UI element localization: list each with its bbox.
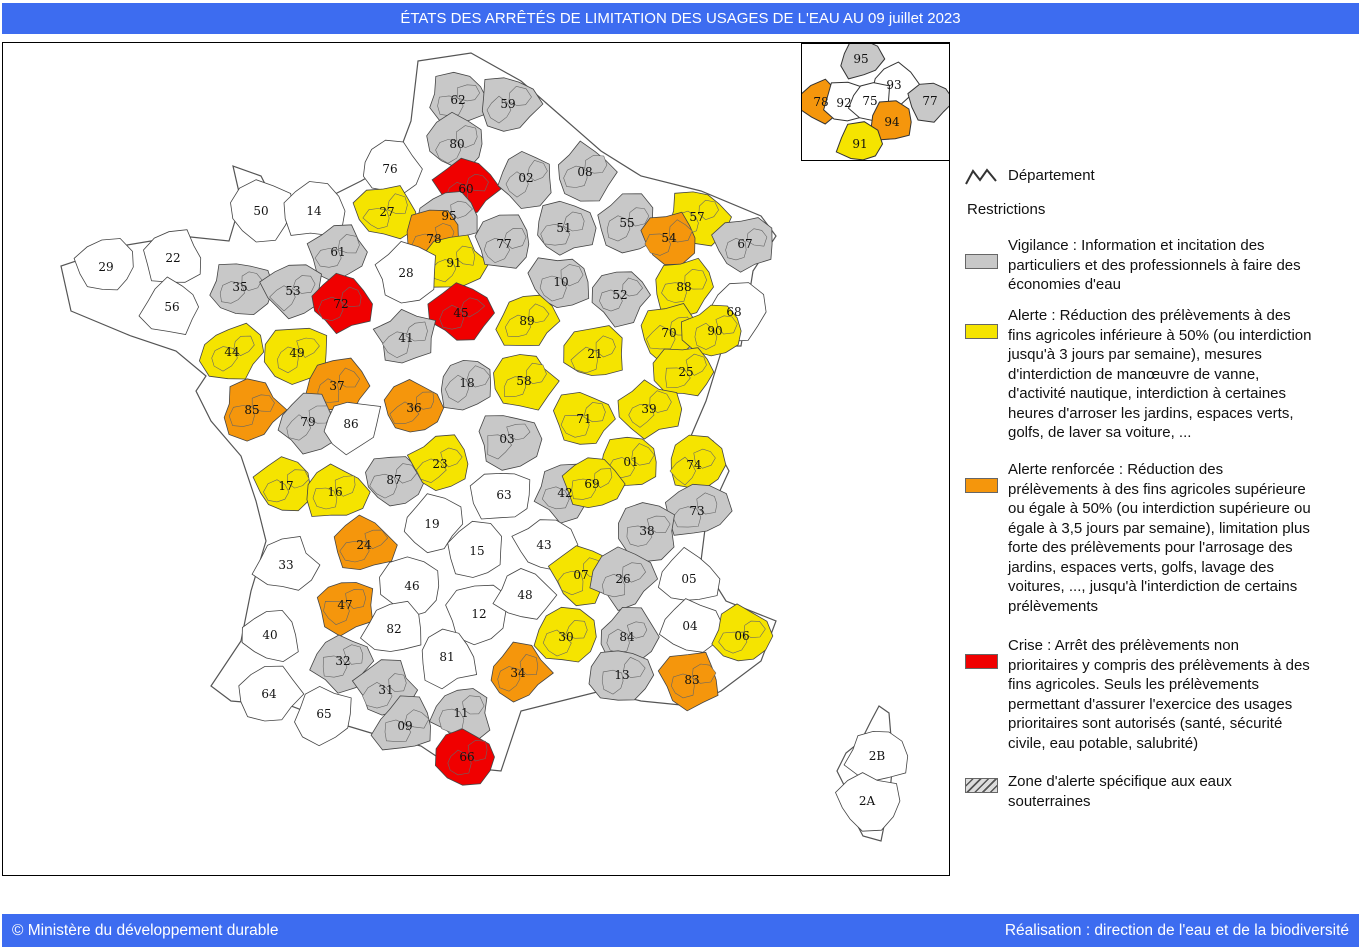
legend-line: civile, eau potable, salubrité) bbox=[1008, 734, 1199, 752]
map-title: ÉTATS DES ARRÊTÉS DE LIMITATION DES USAGES DE L'EAU AU 09 juillet 2023 bbox=[400, 10, 961, 27]
legend-line: golfs, de laver sa voiture, ... bbox=[1008, 424, 1192, 441]
department-label-76: 76 bbox=[382, 162, 398, 176]
legend-line: Zone d'alerte spécifique aux eaux bbox=[1008, 773, 1232, 790]
legend-line: particuliers et des professionnels à faire des bbox=[1008, 256, 1301, 274]
department-label-12: 12 bbox=[471, 607, 487, 621]
department-label-24: 24 bbox=[356, 538, 372, 552]
department-label-84: 84 bbox=[619, 630, 635, 644]
legend-line: ou égale à 50% (ou interdiction supérieure ou bbox=[1008, 500, 1311, 517]
department-label-52: 52 bbox=[612, 288, 628, 302]
department-label-08: 08 bbox=[577, 165, 593, 179]
department-label-72: 72 bbox=[333, 297, 349, 311]
department-label-17: 17 bbox=[278, 479, 294, 493]
department-label-13: 13 bbox=[614, 668, 630, 682]
department-label-49: 49 bbox=[289, 346, 305, 360]
department-label-2B: 2B bbox=[868, 749, 886, 763]
legend-line: Alerte : Réduction des prélèvements à des bbox=[1008, 307, 1291, 324]
department-label-50: 50 bbox=[253, 204, 269, 218]
inset-label-77: 77 bbox=[922, 94, 938, 108]
legend-line: jusqu'à 3 jours par semaine), mesures bbox=[1008, 346, 1262, 363]
department-label-83: 83 bbox=[684, 673, 700, 687]
department-label-54: 54 bbox=[661, 231, 677, 245]
legend-line: prioritaires sont autorisés (santé, sécurité bbox=[1008, 715, 1283, 732]
department-label-47: 47 bbox=[337, 598, 353, 612]
department-label-53: 53 bbox=[285, 284, 301, 298]
department-label-79: 79 bbox=[300, 415, 316, 429]
legend-line: d'interdiction de manœuvre de vanne, bbox=[1008, 365, 1260, 383]
department-label-71: 71 bbox=[576, 412, 592, 426]
department-label-43: 43 bbox=[536, 538, 552, 552]
legend-line: forte des prélèvements pour l'arrosage des bbox=[1008, 539, 1293, 556]
department-label-38: 38 bbox=[639, 524, 655, 538]
department-label-02: 02 bbox=[518, 171, 534, 185]
department-label-07: 07 bbox=[573, 568, 589, 582]
department-label-23: 23 bbox=[432, 457, 448, 471]
legend-restrictions-heading: Restrictions bbox=[967, 201, 1046, 218]
department-label-22: 22 bbox=[165, 251, 181, 265]
department-label-70: 70 bbox=[661, 326, 677, 340]
inset-label-78: 78 bbox=[813, 95, 829, 109]
department-label-61: 61 bbox=[330, 245, 346, 259]
inset-label-91: 91 bbox=[852, 137, 868, 151]
footer-copyright: © Ministère du développement durable bbox=[12, 921, 279, 939]
department-label-21: 21 bbox=[587, 347, 603, 361]
department-label-15: 15 bbox=[469, 544, 485, 558]
legend-line: d'activité nautique, interdiction à certaines bbox=[1008, 385, 1287, 402]
department-label-57: 57 bbox=[689, 210, 705, 224]
department-label-90: 90 bbox=[707, 324, 723, 338]
footer-banner bbox=[2, 914, 1359, 947]
map-title-banner bbox=[2, 3, 1359, 34]
department-label-87: 87 bbox=[386, 473, 402, 487]
legend-text-alerte bbox=[1008, 306, 1354, 443]
department-label-11: 11 bbox=[453, 706, 469, 720]
department-label-37: 37 bbox=[329, 379, 345, 393]
department-label-88: 88 bbox=[676, 280, 692, 294]
department-label-91: 91 bbox=[446, 256, 462, 270]
legend-swatch-souterraines bbox=[965, 778, 998, 793]
france-map[interactable] bbox=[2, 42, 950, 876]
legend-line: fins agricoles. Seuls les prélèvements bbox=[1008, 676, 1259, 693]
legend-line: égale à 3,5 jours par semaine), limitation plus bbox=[1008, 519, 1310, 537]
department-label-03: 03 bbox=[499, 432, 515, 446]
department-label-58: 58 bbox=[516, 374, 532, 388]
department-label-55: 55 bbox=[619, 216, 635, 230]
department-label-63: 63 bbox=[496, 488, 512, 502]
department-label-74: 74 bbox=[686, 458, 702, 472]
legend-line: Alerte renforcée : Réduction des bbox=[1008, 461, 1224, 478]
department-label-26: 26 bbox=[615, 572, 631, 586]
legend-line: souterraines bbox=[1008, 792, 1091, 810]
department-label-68: 68 bbox=[726, 305, 742, 319]
department-label-48: 48 bbox=[517, 588, 533, 602]
legend-text-alerte_renforcee bbox=[1008, 460, 1354, 616]
department-label-30: 30 bbox=[558, 630, 574, 644]
department-label-27: 27 bbox=[379, 205, 395, 219]
inset-label-75: 75 bbox=[862, 94, 878, 108]
footer-credit: Réalisation : direction de l'eau et de la biodiversité bbox=[1004, 921, 1349, 939]
legend-swatch-alerte_renforcee bbox=[965, 478, 998, 493]
department-label-2A: 2A bbox=[858, 794, 876, 808]
department-label-67: 67 bbox=[737, 237, 753, 251]
department-label-82: 82 bbox=[386, 622, 402, 636]
department-label-31: 31 bbox=[378, 683, 394, 697]
legend-swatch-crise bbox=[965, 654, 998, 669]
department-label-05: 05 bbox=[681, 572, 697, 586]
inset-label-95: 95 bbox=[853, 52, 869, 66]
department-label-66: 66 bbox=[459, 750, 475, 764]
department-label-06: 06 bbox=[734, 629, 750, 643]
department-label-39: 39 bbox=[641, 402, 657, 416]
department-label-42: 42 bbox=[557, 486, 573, 500]
legend-line: prélèvements à des fins agricoles supérieure bbox=[1008, 480, 1306, 498]
department-label-78: 78 bbox=[426, 232, 442, 246]
department-label-86: 86 bbox=[343, 417, 359, 431]
legend-swatch-alerte bbox=[965, 324, 998, 339]
department-label-35: 35 bbox=[232, 280, 248, 294]
legend-line: Crise : Arrêt des prélèvements non bbox=[1008, 637, 1239, 654]
legend-text-souterraines bbox=[1008, 772, 1354, 811]
department-label-45: 45 bbox=[453, 306, 469, 320]
department-label-44: 44 bbox=[224, 345, 240, 359]
department-label-16: 16 bbox=[327, 485, 343, 499]
department-label-64: 64 bbox=[261, 687, 277, 701]
department-label-28: 28 bbox=[398, 266, 414, 280]
department-label-65: 65 bbox=[316, 707, 332, 721]
legend-line: jardins, espaces verts, golfs, lavage des bbox=[1008, 558, 1274, 576]
department-label-60: 60 bbox=[458, 182, 474, 196]
department-label-62: 62 bbox=[450, 93, 466, 107]
department-label-33: 33 bbox=[278, 558, 294, 572]
legend-text-vigilance bbox=[1008, 236, 1354, 295]
legend-line: Vigilance : Information et incitation des bbox=[1008, 237, 1265, 254]
department-label-25: 25 bbox=[678, 365, 694, 379]
department-label-14: 14 bbox=[306, 204, 322, 218]
department-label-46: 46 bbox=[404, 579, 420, 593]
ile-de-france-inset-svg bbox=[802, 44, 950, 161]
department-label-18: 18 bbox=[459, 376, 475, 390]
legend-line: fins agricoles inférieure à 50% (ou interdiction bbox=[1008, 326, 1312, 344]
inset-label-94: 94 bbox=[884, 115, 900, 129]
department-label-29: 29 bbox=[98, 260, 114, 274]
department-boundary-icon bbox=[965, 168, 999, 186]
department-label-01: 01 bbox=[623, 455, 639, 469]
department-label-85: 85 bbox=[244, 403, 260, 417]
department-label-19: 19 bbox=[424, 517, 440, 531]
department-label-41: 41 bbox=[398, 331, 414, 345]
legend-line: permettant d'assurer l'exercice des usages bbox=[1008, 695, 1293, 713]
department-label-95: 95 bbox=[441, 209, 457, 223]
department-label-56: 56 bbox=[164, 300, 180, 314]
legend-line: heures d'arroser les jardins, espaces verts, bbox=[1008, 404, 1294, 422]
inset-label-92: 92 bbox=[836, 96, 852, 110]
department-label-51: 51 bbox=[556, 221, 572, 235]
department-label-81: 81 bbox=[439, 650, 455, 664]
legend-department-label: Département bbox=[1008, 167, 1095, 184]
department-label-59: 59 bbox=[500, 97, 516, 111]
inset-label-93: 93 bbox=[886, 78, 902, 92]
department-label-80: 80 bbox=[449, 137, 465, 151]
department-label-73: 73 bbox=[689, 504, 705, 518]
legend-line: économies d'eau bbox=[1008, 276, 1121, 293]
france-map-svg bbox=[3, 43, 950, 876]
department-label-77: 77 bbox=[496, 237, 512, 251]
legend-swatch-vigilance bbox=[965, 254, 998, 269]
ile-de-france-inset[interactable] bbox=[801, 43, 950, 161]
department-label-89: 89 bbox=[519, 314, 535, 328]
department-label-34: 34 bbox=[510, 666, 526, 680]
legend-line: prélèvements bbox=[1008, 597, 1099, 615]
department-label-32: 32 bbox=[335, 654, 351, 668]
department-label-10: 10 bbox=[553, 275, 569, 289]
department-label-36: 36 bbox=[406, 401, 422, 415]
department-label-69: 69 bbox=[584, 477, 600, 491]
legend-line: voitures, ..., jusqu'à l'interdiction de certains bbox=[1008, 578, 1298, 595]
department-label-40: 40 bbox=[262, 628, 278, 642]
legend-text-crise bbox=[1008, 636, 1354, 753]
department-label-09: 09 bbox=[397, 719, 413, 733]
department-label-04: 04 bbox=[682, 619, 698, 633]
legend-line: prioritaires y compris des prélèvements à des bbox=[1008, 656, 1310, 674]
